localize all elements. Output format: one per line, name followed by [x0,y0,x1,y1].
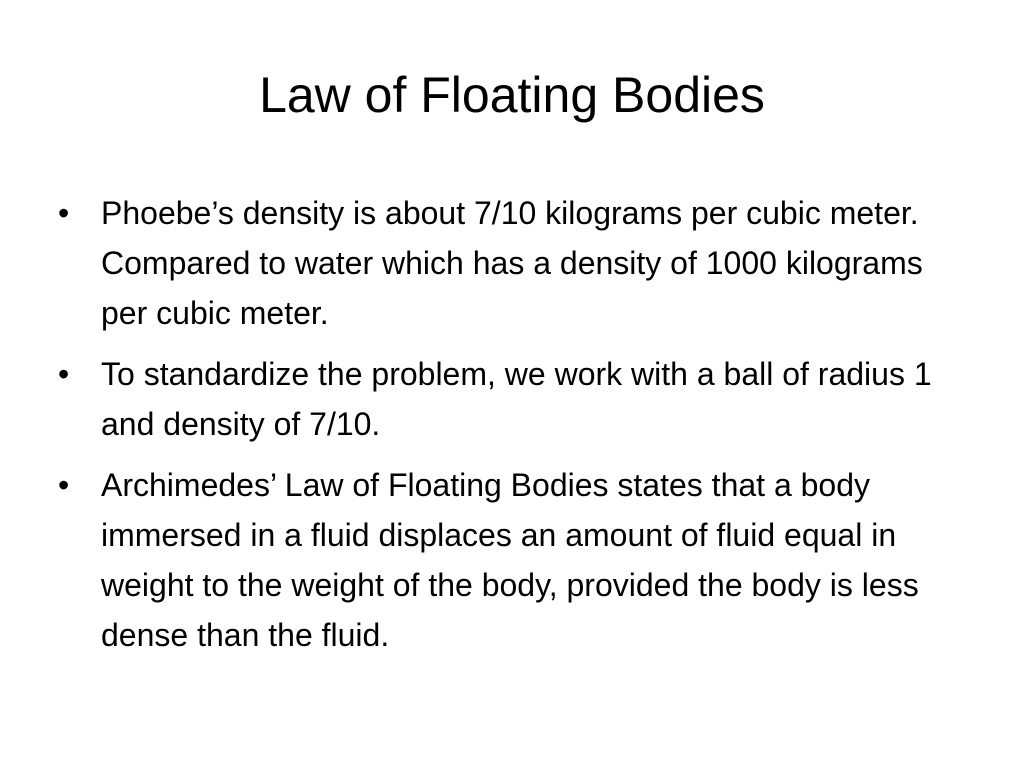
bullet-item [58,460,958,660]
bullet-dot-icon: • [58,467,70,503]
bullet-item [58,188,958,338]
bullet-item [58,349,958,449]
bullet-text: Phoebe’s density is about 7/10 kilograms per cubic meter. Compared to water which has a density of 1000 kilograms per cubic meter. [101,195,923,331]
bullet-dot-icon: • [58,356,70,392]
slide-title: Law of Floating Bodies [259,67,765,123]
bullet-text: To standardize the problem, we work with a ball of radius 1 and density of 7/10. [101,356,932,442]
bullet-dot-icon: • [58,195,70,231]
bullet-list [58,188,958,671]
bullet-text: Archimedes’ Law of Floating Bodies states that a body immersed in a fluid displaces an amount of fluid equal in weight to the weight of the body, provided the body is less dense than the fluid. [101,467,919,653]
